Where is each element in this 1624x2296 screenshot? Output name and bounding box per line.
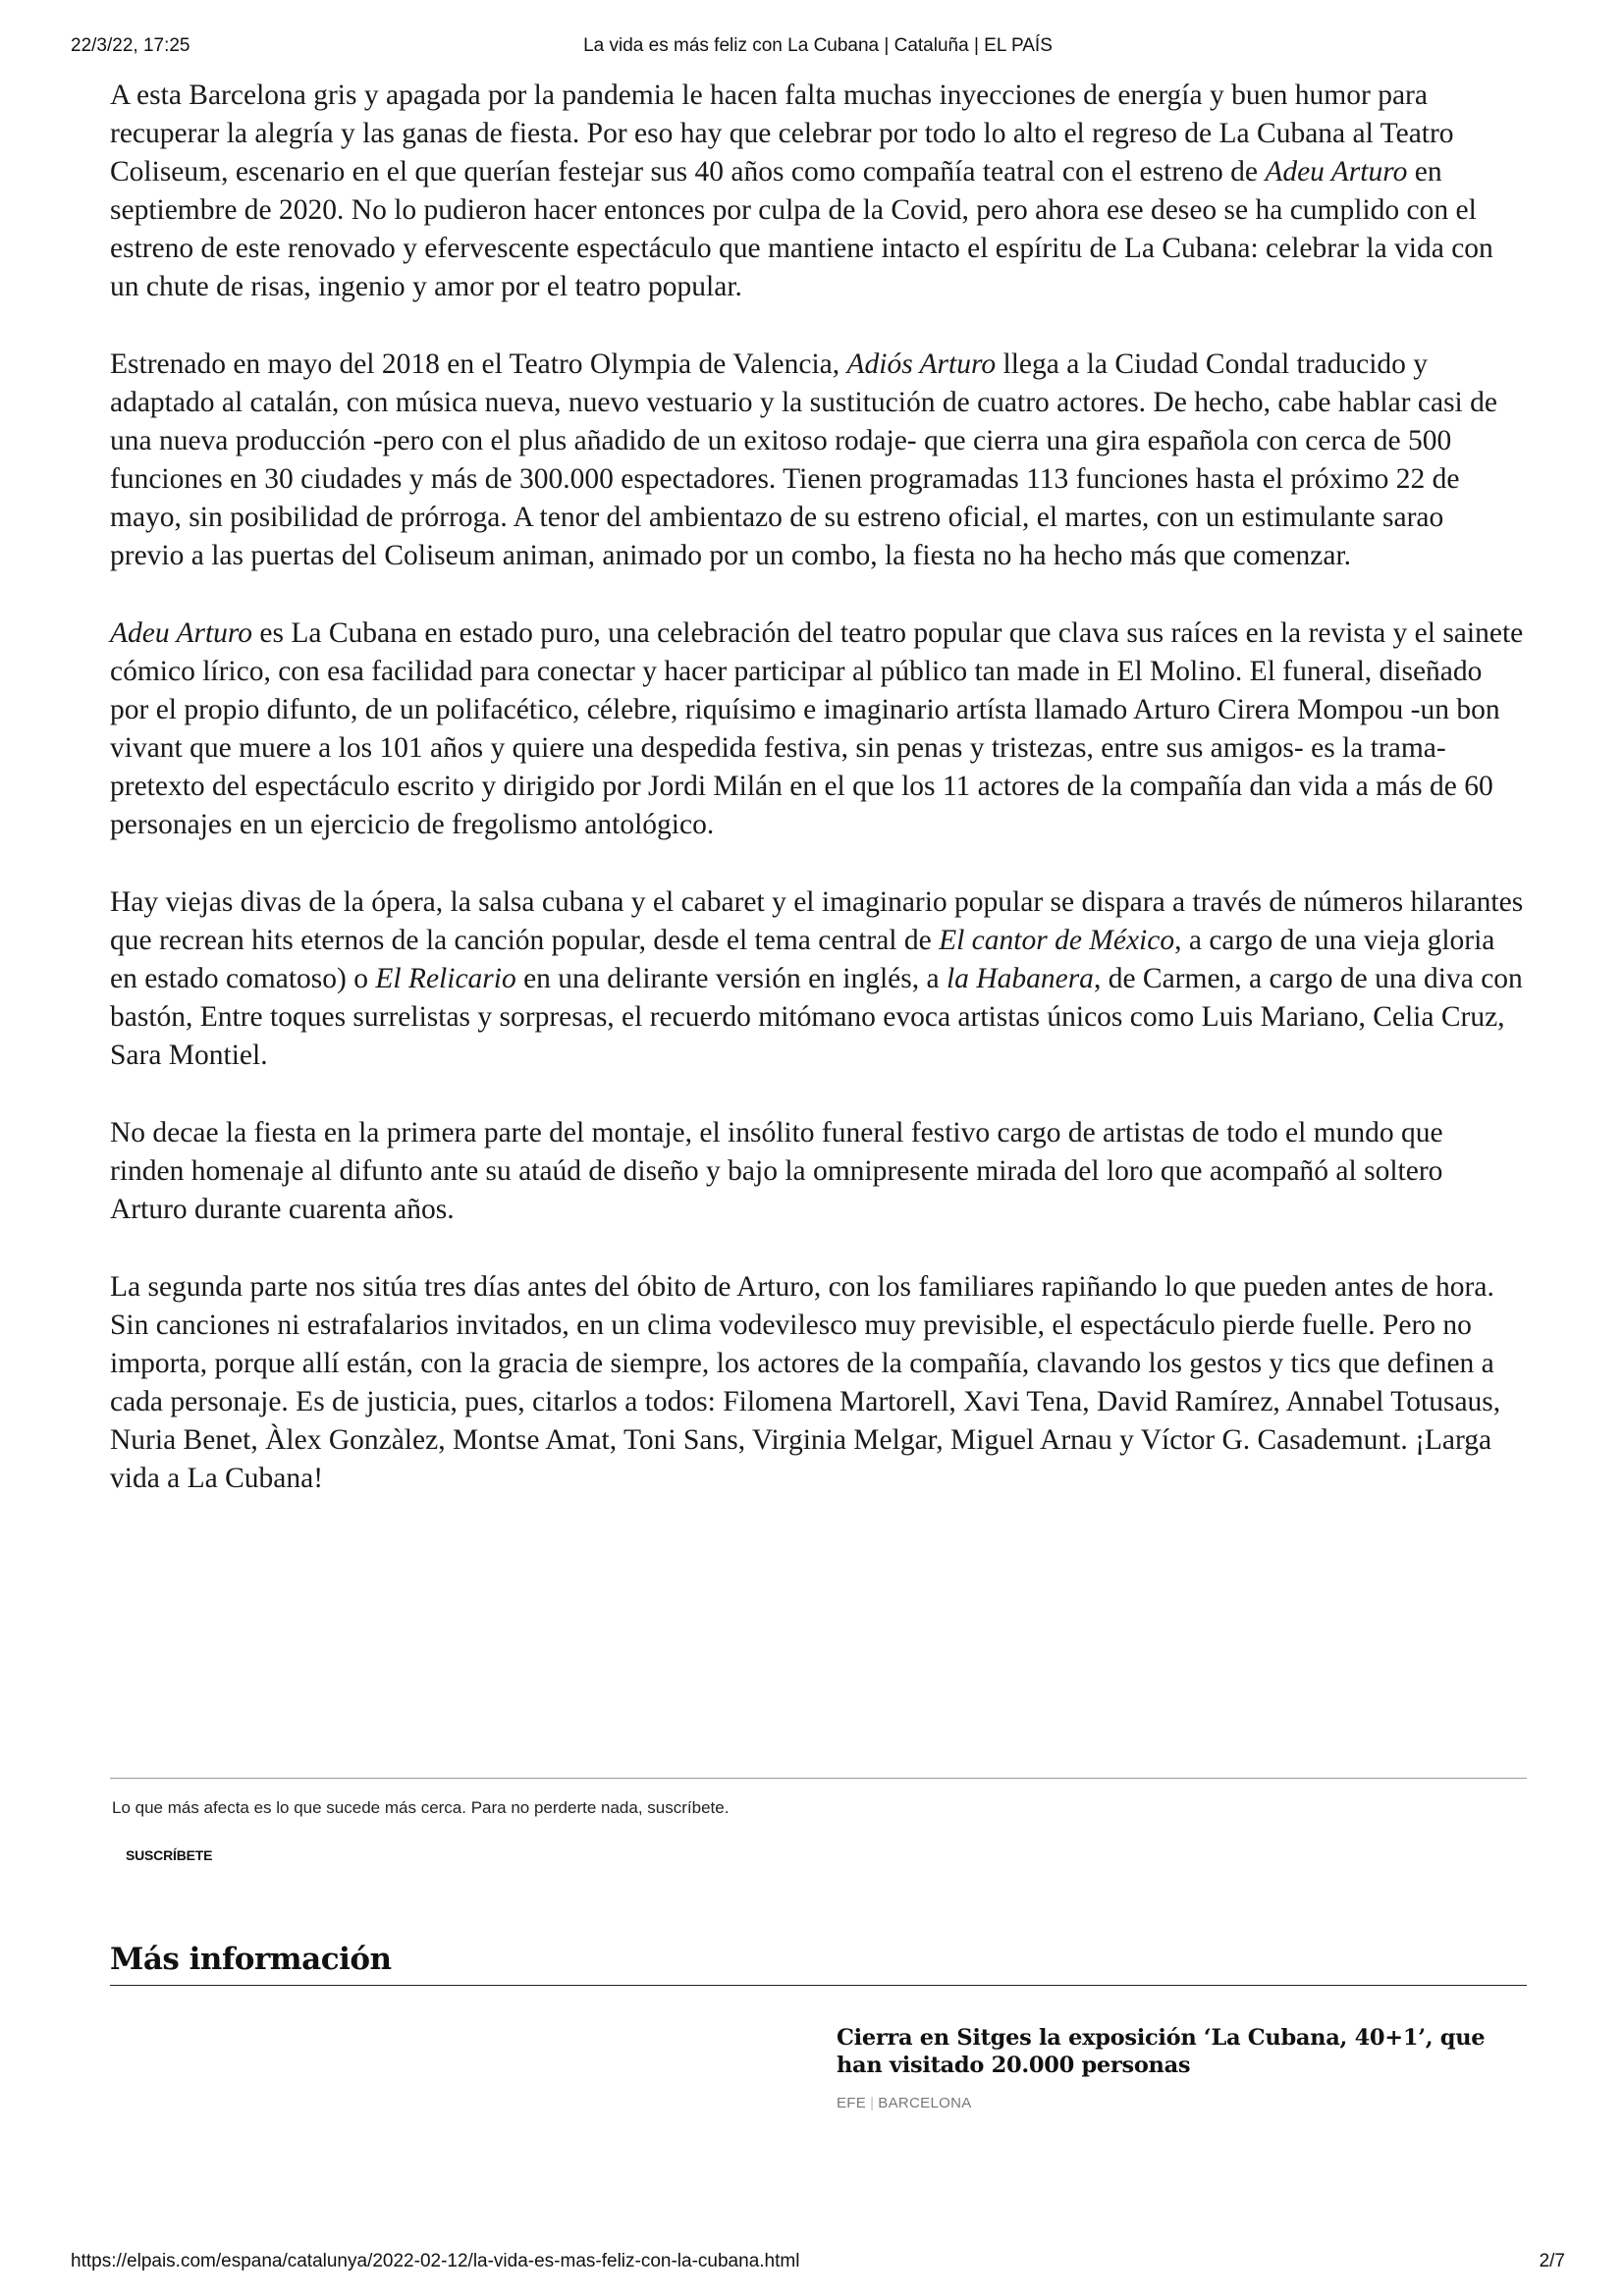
print-url: https://elpais.com/espana/catalunya/2022-02-12/la-vida-es-mas-feliz-con-la-cubana.html bbox=[71, 2251, 800, 2271]
article-paragraph bbox=[110, 346, 1524, 575]
more-info-heading: Más información bbox=[110, 1942, 392, 1977]
print-datetime: 22/3/22, 17:25 bbox=[71, 35, 190, 56]
print-page-number: 2/7 bbox=[1539, 2251, 1565, 2271]
byline-location: BARCELONA bbox=[878, 2095, 972, 2111]
text-run: , de Carmen, a cargo de una diva con bastón, Entre toques surrelistas y sorpresas, el recuerdo mitómano evoca artistas únicos como Luis Mariano, Celia Cruz, Sara Montiel. bbox=[110, 963, 1523, 1071]
article-paragraph bbox=[110, 1268, 1524, 1498]
text-run: es La Cubana en estado puro, una celebración del teatro popular que clava sus raíces en la revista y el sainete cómico lírico, con esa facilidad para conectar y hacer participar al público tan made in El Molino. El funeral, diseñado por el propio difunto, de un polifacético, célebre, riquísimo e imaginario artísta llamado Arturo Cirera Mompou -un bon vivant que muere a los 101 años y quiere una despedida festiva, sin penas y tristezas, entre sus amigos- es la trama-pretexto del espectáculo escrito y dirigido por Jordi Milán en el que los 11 actores de la compañía dan vida a más de 60 personajes en un ejercicio de fregolismo antológico. bbox=[110, 617, 1524, 840]
related-article-byline bbox=[837, 2095, 1524, 2111]
subscribe-prompt: Lo que más afecta es lo que sucede más cerca. Para no perderte nada, suscríbete. bbox=[112, 1798, 730, 1817]
more-info-divider bbox=[110, 1985, 1527, 1986]
section-divider bbox=[110, 1778, 1527, 1779]
text-run: , a cargo de una vieja gloria en estado comatoso) o bbox=[110, 925, 1495, 994]
print-header bbox=[71, 35, 1565, 61]
italic-title: la Habanera bbox=[946, 963, 1094, 994]
italic-title: Adiós Arturo bbox=[846, 348, 997, 380]
text-run: A esta Barcelona gris y apagada por la pandemia le hacen falta muchas inyecciones de energía y buen humor para recuperar la alegría y las ganas de fiesta. Por eso hay que celebrar por todo lo alto el regreso de La Cubana al Teatro Coliseum, escenario en el que querían festejar sus 40 años como compañía teatral con el estreno de bbox=[110, 80, 1454, 187]
text-run: La segunda parte nos sitúa tres días antes del óbito de Arturo, con los familiares rapiñando lo que pueden antes de hora. Sin canciones ni estrafalarios invitados, en un clima vodevilesco muy previsible, el espectáculo pierde fuelle. Pero no importa, porque allí están, con la gracia de siempre, los actores de la compañía, clavando los gestos y tics que definen a cada personaje. Es de justicia, pues, citarlos a todos: Filomena Martorell, Xavi Tena, David Ramírez, Annabel Totusaus, Nuria Benet, Àlex Gonzàlez, Montse Amat, Toni Sans, Virginia Melgar, Miguel Arnau y Víctor G. Casademunt. ¡Larga vida a La Cubana! bbox=[110, 1271, 1501, 1494]
related-article-headline[interactable]: Cierra en Sitges la exposición ‘La Cubana, 40+1’, que han visitado 20.000 personas bbox=[837, 2025, 1486, 2078]
article-body bbox=[110, 77, 1524, 1537]
subscribe-button[interactable]: SUSCRÍBETE bbox=[126, 1847, 213, 1863]
article-paragraph bbox=[110, 77, 1524, 306]
print-footer bbox=[71, 2251, 1565, 2274]
italic-title: El Relicario bbox=[375, 963, 516, 994]
print-page-title: La vida es más feliz con La Cubana | Cataluña | EL PAÍS bbox=[583, 35, 1053, 56]
byline-separator: | bbox=[870, 2095, 875, 2111]
text-run: No decae la fiesta en la primera parte del montaje, el insólito funeral festivo cargo de artistas de todo el mundo que rinden homenaje al difunto ante su ataúd de diseño y bajo la omnipresente mirada del loro que acompañó al soltero Arturo durante cuarenta años. bbox=[110, 1117, 1443, 1225]
text-run: Hay viejas divas de la ópera, la salsa cubana y el cabaret y el imaginario popular se dispara a través de números hilarantes que recrean hits eternos de la canción popular, desde el tema central de bbox=[110, 886, 1524, 956]
italic-title: Adeu Arturo bbox=[110, 617, 253, 649]
italic-title: Adeu Arturo bbox=[1265, 156, 1408, 187]
text-run: llega a la Ciudad Condal traducido y adaptado al catalán, con música nueva, nuevo vestuario y la sustitución de cuatro actores. De hecho, cabe hablar casi de una nueva producción -pero con el plus añadido de un exitoso rodaje- que cierra una gira española con cerca de 500 funciones en 30 ciudades y más de 300.000 espectadores. Tienen programadas 113 funciones hasta el próximo 22 de mayo, sin posibilidad de prórroga. A tenor del ambientazo de su estreno oficial, el martes, con un estimulante sarao previo a las puertas del Coliseum animan, animado por un combo, la fiesta no ha hecho más que comenzar. bbox=[110, 348, 1497, 571]
article-paragraph bbox=[110, 1114, 1524, 1229]
text-run: Estrenado en mayo del 2018 en el Teatro Olympia de Valencia, bbox=[110, 348, 847, 380]
article-paragraph bbox=[110, 883, 1524, 1075]
text-run: en septiembre de 2020. No lo pudieron hacer entonces por culpa de la Covid, pero ahora ese deseo se ha cumplido con el estreno de este renovado y efervescente espectáculo que mantiene intacto el espíritu de La Cubana: celebrar la vida con un chute de risas, ingenio y amor por el teatro popular. bbox=[110, 156, 1493, 302]
text-run: en una delirante versión en inglés, a bbox=[515, 963, 947, 994]
italic-title: El cantor de México bbox=[939, 925, 1175, 956]
article-paragraph bbox=[110, 614, 1524, 844]
related-article bbox=[837, 2024, 1524, 2111]
byline-source: EFE bbox=[837, 2095, 867, 2111]
